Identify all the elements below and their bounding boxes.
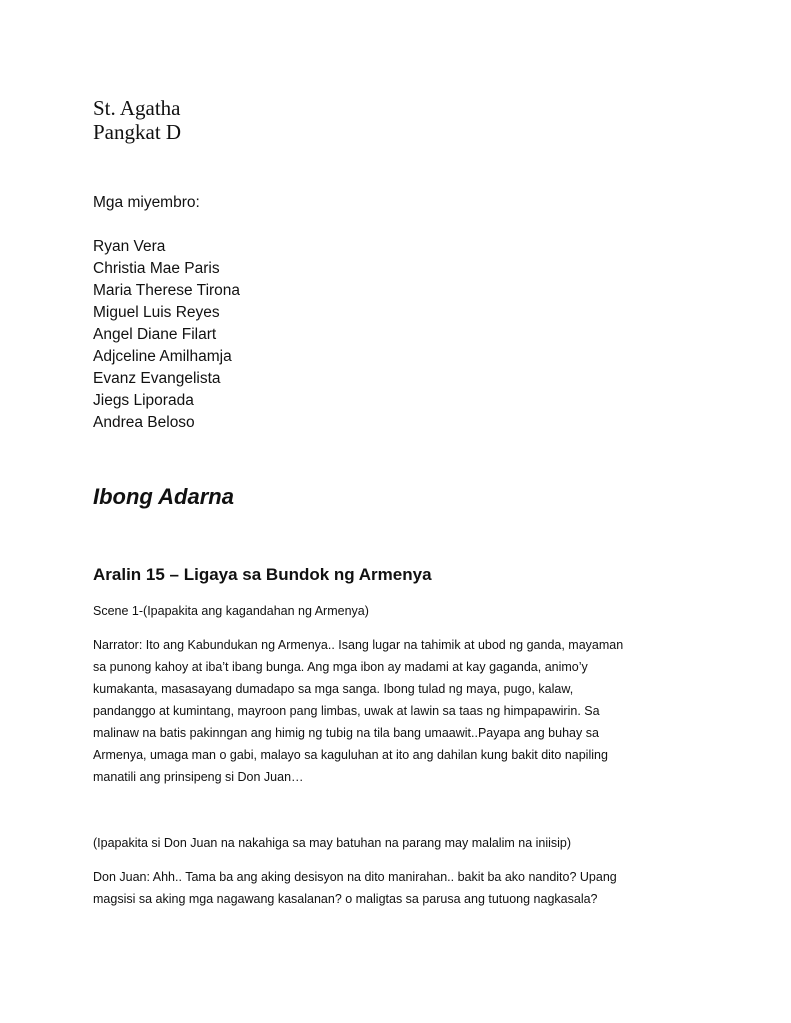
narrator-line: manatili ang prinsipeng si Don Juan… [93, 770, 304, 784]
member-item: Adjceline Amilhamja [93, 348, 232, 365]
document-page [93, 96, 713, 910]
member-item: Andrea Beloso [93, 414, 195, 431]
members-heading: Mga miyembro: [93, 194, 200, 211]
lesson-heading: Aralin 15 – Ligaya sa Bundok ng Armenya [93, 565, 432, 584]
narrator-paragraph [93, 634, 713, 788]
narrator-line: malinaw na batis pakinngan ang himig ng tubig na tila bang umaawit..Payapa ang buhay sa [93, 726, 599, 740]
narrator-line: kumakanta, masasayang dumadapo sa mga sanga. Ibong tulad ng maya, pugo, kalaw, [93, 682, 574, 696]
member-item: Maria Therese Tirona [93, 282, 241, 299]
don-juan-line: magsisi sa aking mga nagawang kasalanan? o maligtas sa parusa ang tutuong nagkasala? [93, 892, 598, 906]
narrator-line: pandanggo at kumintang, mayroon pang limbas, uwak at lawin sa taas ng himpapawirin. Sa [93, 704, 600, 718]
narrator-line: sa punong kahoy at iba’t ibang bunga. Ang mga ibon ay madami at kay gaganda, animo’y [93, 660, 588, 674]
don-juan-line: Don Juan: Ahh.. Tama ba ang aking desisyon na dito manirahan.. bakit ba ako nandito? Upang [93, 870, 617, 884]
member-item: Christia Mae Paris [93, 260, 220, 277]
school-name: St. Agatha [93, 96, 181, 120]
member-item: Angel Diane Filart [93, 326, 217, 343]
members-list [93, 236, 713, 434]
member-item: Miguel Luis Reyes [93, 304, 220, 321]
member-item: Jiegs Liporada [93, 392, 194, 409]
stage-direction: (Ipapakita si Don Juan na nakahiga sa may batuhan na parang may malalim na iniisip) [93, 836, 572, 850]
don-juan-paragraph [93, 866, 713, 910]
member-item: Evanz Evangelista [93, 370, 221, 387]
narrator-line: Armenya, umaga man o gabi, malayo sa kaguluhan at ito ang dahilan kung bakit dito napiling [93, 748, 608, 762]
narrator-line: Narrator: Ito ang Kabundukan ng Armenya.. Isang lugar na tahimik at ubod ng ganda, mayaman [93, 638, 624, 652]
play-title: Ibong Adarna [93, 484, 234, 509]
group-name: Pangkat D [93, 120, 182, 144]
member-item: Ryan Vera [93, 238, 166, 255]
scene-heading: Scene 1-(Ipapakita ang kagandahan ng Armenya) [93, 604, 369, 618]
